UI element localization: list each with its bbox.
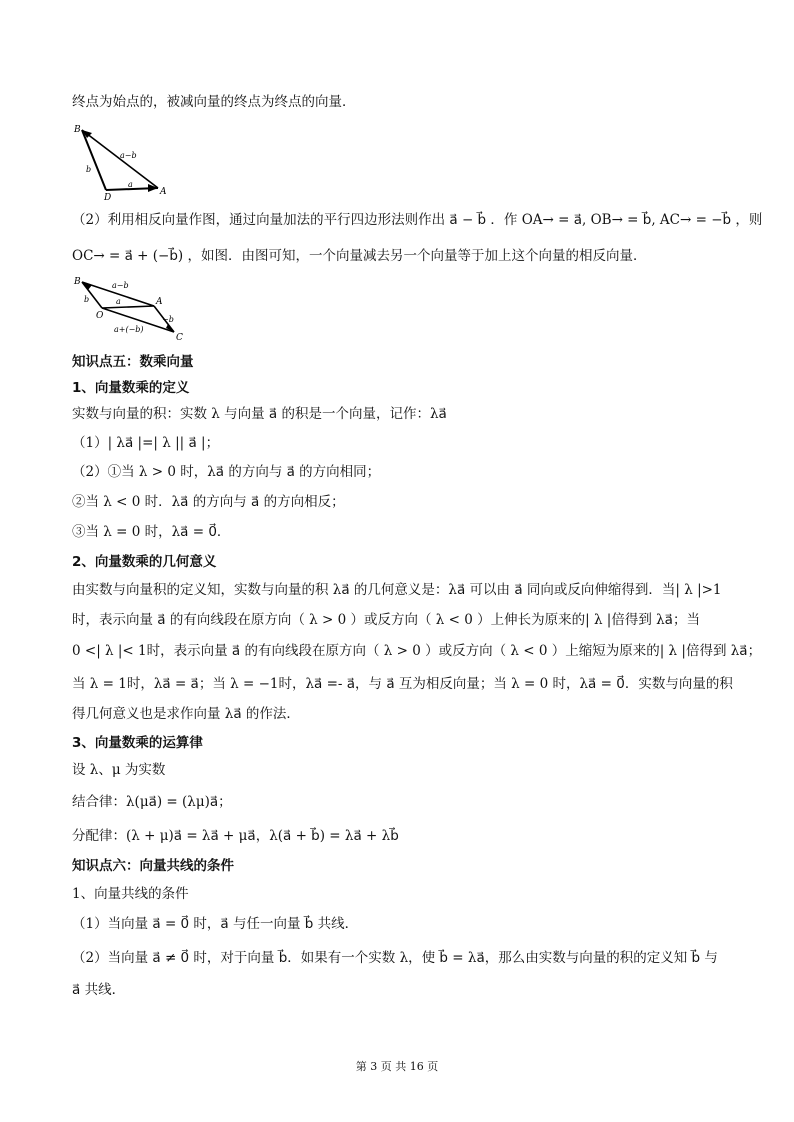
- label-b: b: [86, 165, 92, 174]
- label-a: a: [128, 180, 133, 189]
- label-a-minus-b: a−b: [112, 281, 129, 290]
- text-line-case-zero: ③当 λ = 0 时，λa⃗ = 0⃗．: [72, 524, 231, 540]
- vector-a-line: [102, 306, 154, 308]
- text-line-case-positive: （2）①当 λ > 0 时，λa⃗ 的方向与 a⃗ 的方向相同；: [72, 464, 381, 480]
- text-line-distributive: 分配律：(λ + μ)a⃗ = λa⃗ + μa⃗，λ(a⃗ + b⃗) = λa⃗ + λb⃗: [72, 828, 399, 844]
- text-line-geometric-3: 0 <| λ |< 1时，表示向量 a⃗ 的有向线段在原方向（ λ > 0 ）或反方向（ λ < 0 ）上缩短为原来的| λ |倍得到 λa⃗；: [72, 643, 762, 659]
- text-line-2: （2）利用相反向量作图，通过向量加法的平行四边形法则作出 a⃗ − b⃗ ．作 OA→ = a⃗, OB→ = b⃗, AC→ = −b⃗ ，则: [72, 212, 763, 228]
- subheading-operation-laws: 3、向量数乘的运算律: [72, 735, 203, 751]
- text-line-geometric-1: 由实数与向量积的定义知，实数与向量的积 λa⃗ 的几何意义是：λa⃗ 可以由 a⃗ 同向或反向伸缩得到．当| λ |>1: [72, 582, 722, 598]
- label-a-plus-neg-b: a+(−b): [114, 325, 144, 334]
- label-O: O: [96, 311, 104, 321]
- label-a-minus-b: a−b: [120, 151, 137, 160]
- text-line-geometric-4: 当 λ = 1时，λa⃗ = a⃗；当 λ = −1时，λa⃗ =- a⃗，与 a⃗ 互为相反向量；当 λ = 0 时，λa⃗ = 0⃗．实数与向量的积: [72, 676, 733, 692]
- text-line-3: OC→ = a⃗ + (−b⃗) ，如图．由图可知，一个向量减去另一个向量等于加上这个向量的相反向量．: [72, 248, 647, 264]
- text-line-case-negative: ②当 λ < 0 时．λa⃗ 的方向与 a⃗ 的方向相反；: [72, 494, 345, 510]
- subheading-collinear-conditions: 1、向量共线的条件: [72, 886, 189, 902]
- figure-vector-subtraction: [72, 120, 172, 202]
- subheading-geometric-meaning: 2、向量数乘的几何意义: [72, 554, 217, 570]
- label-D: D: [104, 193, 112, 202]
- arrowhead: [148, 184, 158, 192]
- section-heading-6: 知识点六：向量共线的条件: [72, 858, 234, 874]
- label-a: a: [116, 297, 121, 306]
- label-A: A: [160, 187, 167, 197]
- text-line-geometric-2: 时，表示向量 a⃗ 的有向线段在原方向（ λ > 0 ）或反方向（ λ < 0 ）上伸长为原来的| λ |倍得到 λa⃗；当: [72, 612, 700, 628]
- label-b: b: [84, 295, 90, 304]
- text-line-product: 实数与向量的积：实数 λ 与向量 a⃗ 的积是一个向量，记作：λa⃗: [72, 406, 447, 422]
- text-line-collinear-3: a⃗ 共线．: [72, 982, 126, 998]
- section-heading-5: 知识点五：数乘向量: [72, 354, 194, 370]
- text-line-magnitude: （1）| λa⃗ |=| λ || a⃗ |；: [72, 435, 220, 451]
- text-line-real-numbers: 设 λ、μ 为实数: [72, 762, 166, 778]
- label-neg-b: −b: [162, 315, 174, 324]
- text-line-collinear-1: （1）当向量 a⃗ = 0⃗ 时，a⃗ 与任一向量 b⃗ 共线．: [72, 916, 359, 932]
- text-line-geometric-5: 得几何意义也是求作向量 λa⃗ 的作法．: [72, 706, 300, 722]
- text-line-associative: 结合律：λ(μa⃗) = (λμ)a⃗；: [72, 794, 232, 810]
- text-line-1: 终点为始点的，被减向量的终点为终点的向量．: [72, 94, 356, 110]
- subheading-definition: 1、向量数乘的定义: [72, 380, 190, 396]
- label-C: C: [176, 333, 183, 343]
- label-A: A: [156, 297, 163, 307]
- label-B: B: [74, 125, 81, 135]
- figure-opposite-vector-addition: [72, 272, 187, 344]
- label-B: B: [74, 277, 81, 287]
- text-line-collinear-2: （2）当向量 a⃗ ≠ 0⃗ 时，对于向量 b⃗．如果有一个实数 λ，使 b⃗ = λa⃗，那么由实数与向量的积的定义知 b⃗ 与: [72, 950, 718, 966]
- page-footer: 第 3 页 共 16 页: [355, 1060, 439, 1073]
